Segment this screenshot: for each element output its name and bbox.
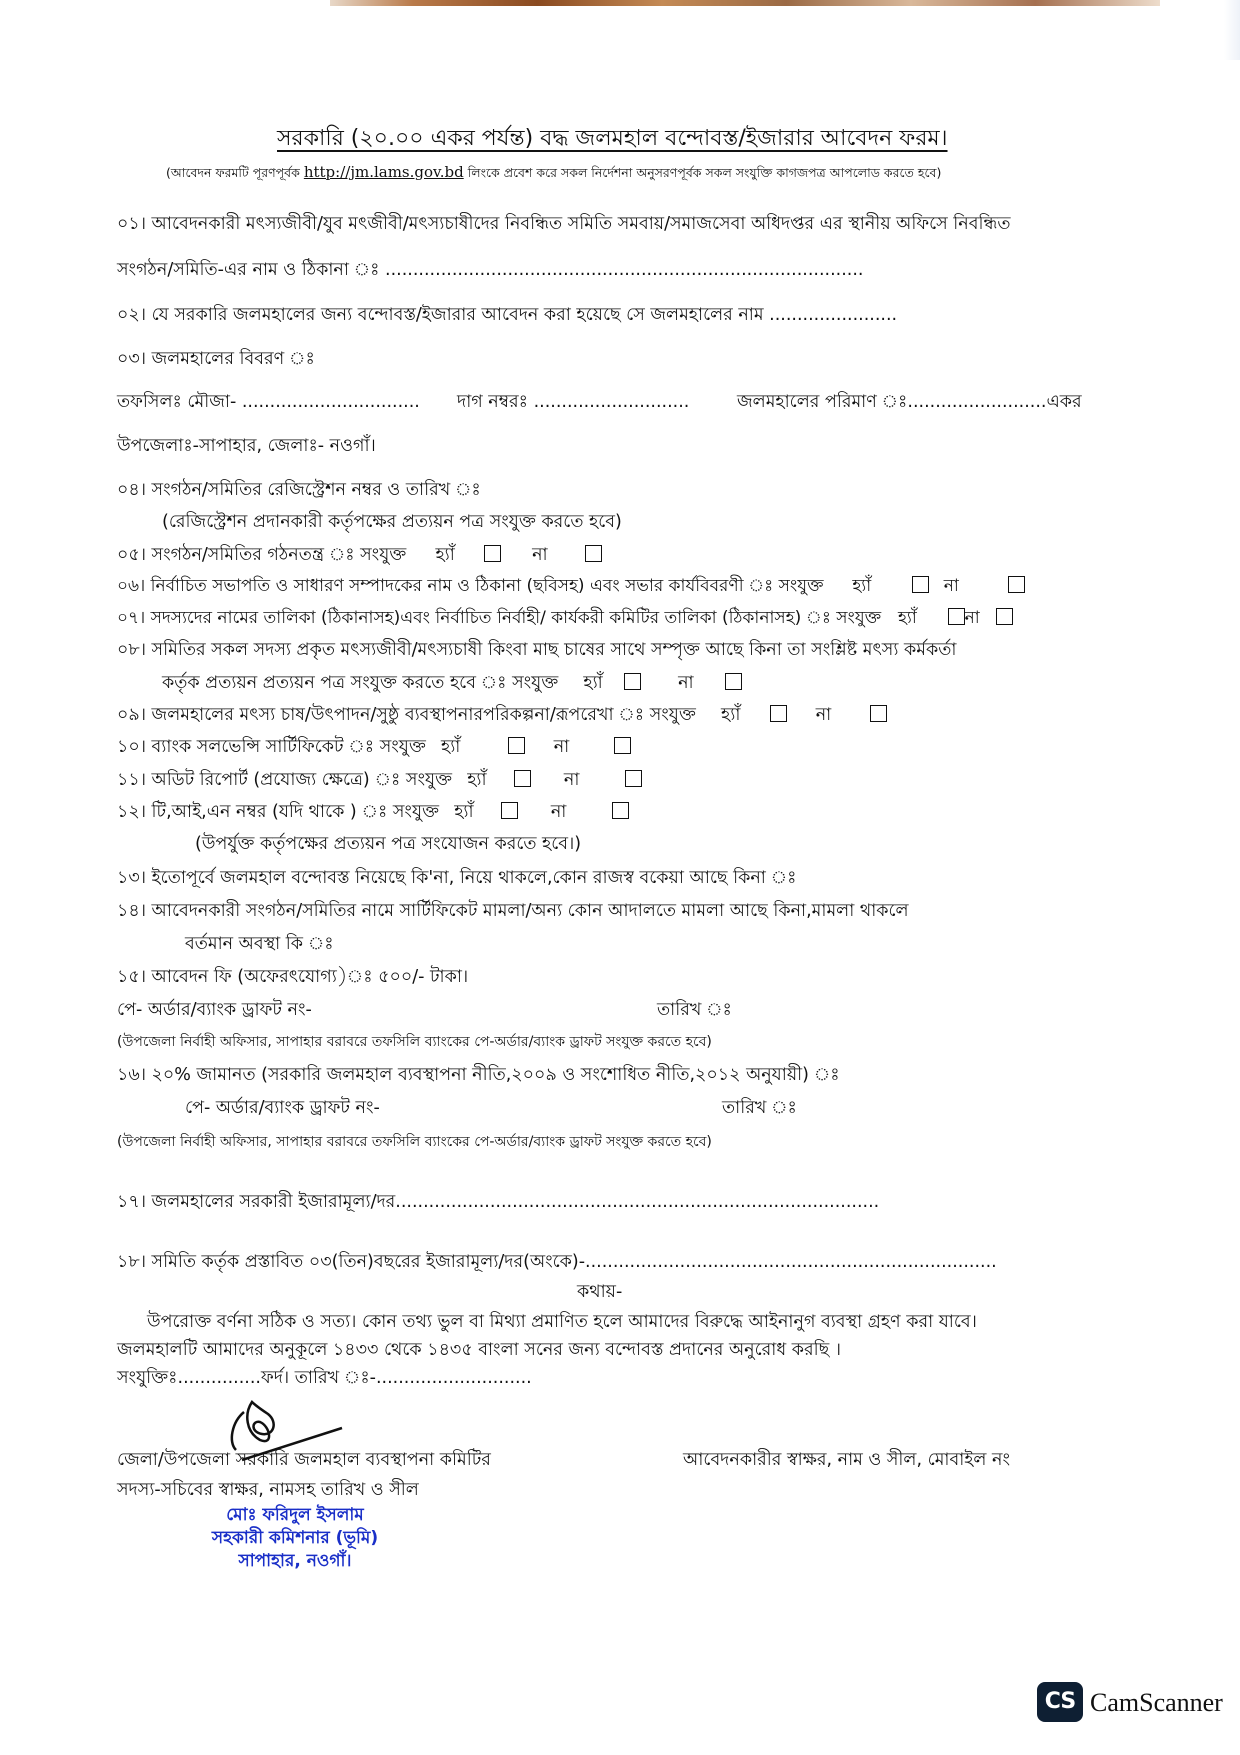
- item-12-note: (উপর্যুক্ত কর্তৃপক্ষের প্রত্যয়ন পত্র সংযোজন করতে হবে।): [195, 834, 582, 854]
- item-08-line1: ০৮। সমিতির সকল সদস্য প্রকৃত মৎস্যজীবী/মৎস্যচাষী কিংবা মাছ চাষের সাথে সম্পৃক্ত আছে কিনা তা সংশ্লিষ্ট মৎস্য কর্মকর্তা: [117, 640, 957, 660]
- item-03-heading: ০৩। জলমহালের বিবরণ ঃ: [117, 349, 315, 369]
- item-17-govt-rate-field[interactable]: ১৭। জলমহালের সরকারী ইজারামূল্য/দর.......................................................................................: [117, 1192, 880, 1212]
- item-15-note: (উপজেলা নির্বাহী অফিসার, সাপাহার বরাবরে তফসিলি ব্যাংকের পে-অর্ডার/ব্যাংক ড্রাফট সংযুক্ত করতে হবে): [117, 1034, 712, 1050]
- item-18-proposed-rate-field[interactable]: ১৮। সমিতি কর্তৃক প্রস্তাবিত ০৩(তিন)বছরের ইজারামূল্য/দর(অংকে)-..........................................................................: [117, 1252, 997, 1272]
- item-09-yes-checkbox[interactable]: [770, 705, 787, 722]
- item-08: [162, 671, 742, 695]
- scan-edge-strip: [330, 0, 1160, 6]
- item-07-no-checkbox[interactable]: [996, 608, 1013, 625]
- camscanner-watermark: CamScanner: [1090, 1688, 1223, 1717]
- form-instruction: [166, 160, 941, 185]
- item-06: [117, 574, 1025, 598]
- item-01-line1: ০১। আবেদনকারী মৎস্যজীবী/যুব মৎজীবী/মৎস্যচাষীদের নিবন্ধিত সমিতি সমবায়/সমাজসেবা অধিদপ্তর এর স্থানীয় অফিসে নিবন্ধিত: [117, 214, 1011, 234]
- item-02-jalmohal-name-field[interactable]: ০২। যে সরকারি জলমহালের জন্য বন্দোবস্ত/ইজারার আবেদন করা হয়েছে সে জলমহালের নাম .......................: [117, 305, 898, 325]
- item-15-payorder-field[interactable]: পে- অর্ডার/ব্যাংক ড্রাফট নং-: [117, 1000, 312, 1020]
- item-03-area-field[interactable]: জলমহালের পরিমাণ ঃ.........................একর: [737, 392, 1082, 412]
- in-words-label: কথায়-: [577, 1282, 623, 1302]
- camscanner-logo-icon: CS: [1037, 1682, 1083, 1722]
- item-11-label: ১১। অডিট রিপোর্ট (প্রযোজ্য ক্ষেত্রে) ঃ সংযুক্ত: [117, 770, 453, 790]
- no-label: না: [550, 802, 567, 822]
- yes-label: হ্যাঁ: [721, 705, 741, 725]
- item-03-mouza-field[interactable]: তফসিলঃ মৌজা- ................................: [117, 392, 420, 412]
- item-06-no-checkbox[interactable]: [1008, 576, 1025, 593]
- item-12-label: ১২। টি,আই,এন নম্বর (যদি থাকে ) ঃ সংযুক্ত: [117, 802, 440, 822]
- no-label: না: [964, 608, 980, 628]
- item-12: [117, 800, 629, 824]
- item-08-label: কর্তৃক প্রত্যয়ন প্রত্যয়ন পত্র সংযুক্ত করতে হবে ঃ সংযুক্ত: [162, 673, 559, 693]
- item-11: [117, 768, 642, 792]
- item-16-note: (উপজেলা নির্বাহী অফিসার, সাপাহার বরাবরে তফসিলি ব্যাংকের পে-অর্ডার/ব্যাংক ড্রাফট সংযুক্ত করতে হবে): [117, 1134, 712, 1150]
- item-10-label: ১০। ব্যাংক সলভেন্সি সার্টিফিকেট ঃ সংযুক্ত: [117, 737, 426, 757]
- seal-name: মোঃ ফরিদুল ইসলাম: [226, 1505, 364, 1525]
- no-label: না: [532, 545, 548, 565]
- instruction-prefix: (আবেদন ফরমটি পূরণপূর্বক: [166, 165, 300, 180]
- yes-label: হ্যাঁ: [467, 770, 487, 790]
- item-16: ১৬। ২০% জামানত (সরকারি জলমহাল ব্যবস্থাপনা নীতি,২০০৯ ও সংশোধিত নীতি,২০১২ অনুযায়ী) ঃ: [117, 1065, 840, 1085]
- scan-edge-shadow: [1224, 0, 1240, 60]
- item-04-note: (রেজিস্ট্রেশন প্রদানকারী কর্তৃপক্ষের প্রত্যয়ন পত্র সংযুক্ত করতে হবে): [162, 512, 622, 532]
- form-title: সরকারি (২০.০০ একর পর্যন্ত) বদ্ধ জলমহাল বন্দোবস্ত/ইজারার আবেদন ফরম।: [277, 126, 948, 151]
- item-07-yes-checkbox[interactable]: [948, 608, 965, 625]
- no-label: না: [563, 770, 580, 790]
- attachment-date-field[interactable]: সংযুক্তিঃ...............ফর্দ। তারিখ ঃ-............................: [117, 1368, 532, 1388]
- declaration-line1: উপরোক্ত বর্ণনা সঠিক ও সত্য। কোন তথ্য ভুল বা মিথ্যা প্রমাণিত হলে আমাদের বিরুদ্ধে আইনানুগ ব্যবস্থা গ্রহণ করা যাবে।: [147, 1312, 977, 1332]
- item-16-date-field[interactable]: তারিখ ঃ: [722, 1098, 797, 1118]
- item-03-location: উপজেলাঃ-সাপাহার, জেলাঃ- নওগাঁ।: [117, 436, 376, 456]
- committee-signature-line2: সদস্য-সচিবের স্বাক্ষর, নামসহ তারিখ ও সীল: [117, 1480, 419, 1500]
- item-11-yes-checkbox[interactable]: [514, 770, 531, 787]
- item-10-yes-checkbox[interactable]: [508, 737, 525, 754]
- item-09: [117, 703, 887, 727]
- committee-signature-line1: জেলা/উপজেলা সরকারি জলমহাল ব্যবস্থাপনা কমিটির: [117, 1450, 491, 1470]
- seal-place: সাপাহার, নওগাঁ।: [238, 1551, 352, 1571]
- seal-designation: সহকারী কমিশনার (ভূমি): [211, 1528, 379, 1548]
- yes-label: হ্যাঁ: [852, 576, 872, 596]
- official-seal: [170, 1504, 420, 1573]
- portal-link[interactable]: http://jm.lams.gov.bd: [303, 163, 464, 181]
- item-07: [117, 606, 1013, 630]
- yes-label: হ্যাঁ: [454, 802, 474, 822]
- item-09-label: ০৯। জলমহালের মৎস্য চাষ/উৎপাদন/সুষ্ঠু ব্যবস্থাপনারপরিকল্পনা/রূপরেখা ঃ সংযুক্ত: [117, 705, 696, 725]
- item-15: ১৫। আবেদন ফি (অফেরৎযোগ্য)ঃ ৫০০/- টাকা।: [117, 967, 469, 987]
- yes-label: হ্যাঁ: [435, 545, 455, 565]
- instruction-suffix: লিংকে প্রবেশ করে সকল নির্দেশনা অনুসরণপূর্বক সকল সংযুক্তি কাগজপত্র আপলোড করতে হবে): [467, 165, 942, 180]
- no-label: না: [553, 737, 570, 757]
- item-05-label: ০৫। সংগঠন/সমিতির গঠনতন্ত্র ঃ সংযুক্ত: [117, 545, 407, 565]
- no-label: না: [678, 673, 694, 693]
- item-05-yes-checkbox[interactable]: [484, 545, 501, 562]
- item-14-line2: বর্তমান অবস্থা কি ঃ: [185, 934, 334, 954]
- item-07-label: ০৭। সদস্যদের নামের তালিকা (ঠিকানাসহ)এবং নির্বাচিত নির্বাহী/ কার্যকরী কমিটির তালিকা (ঠিকানাসহ) ঃ সংযুক্ত: [117, 608, 882, 628]
- item-06-label: ০৬। নির্বাচিত সভাপতি ও সাধারণ সম্পাদকের নাম ও ঠিকানা (ছবিসহ) এবং সভার কার্যবিবরণী ঃ সংযুক্ত: [117, 576, 824, 596]
- item-04-heading: ০৪। সংগঠন/সমিতির রেজিস্ট্রেশন নম্বর ও তারিখ ঃ: [117, 480, 481, 500]
- item-09-no-checkbox[interactable]: [870, 705, 887, 722]
- item-05-no-checkbox[interactable]: [585, 545, 602, 562]
- yes-label: হ্যাঁ: [897, 608, 917, 628]
- item-10-no-checkbox[interactable]: [614, 737, 631, 754]
- item-01-org-name-field[interactable]: সংগঠন/সমিতি-এর নাম ও ঠিকানা ঃ ......................................................................................: [117, 260, 864, 280]
- item-03-dag-field[interactable]: দাগ নম্বরঃ ............................: [457, 392, 690, 412]
- applicant-signature-label: আবেদনকারীর স্বাক্ষর, নাম ও সীল, মোবাইল নং: [683, 1450, 1010, 1470]
- item-10: [117, 735, 631, 759]
- item-12-no-checkbox[interactable]: [612, 802, 629, 819]
- no-label: না: [943, 576, 959, 596]
- item-12-yes-checkbox[interactable]: [501, 802, 518, 819]
- item-05: [117, 543, 602, 567]
- yes-label: হ্যাঁ: [583, 673, 603, 693]
- item-16-payorder-field[interactable]: পে- অর্ডার/ব্যাংক ড্রাফট নং-: [185, 1098, 380, 1118]
- yes-label: হ্যাঁ: [441, 737, 461, 757]
- item-15-date-field[interactable]: তারিখ ঃ: [657, 1000, 732, 1020]
- item-08-no-checkbox[interactable]: [725, 673, 742, 690]
- declaration-line2: জলমহালটি আমাদের অনুকূলে ১৪৩৩ থেকে ১৪৩৫ বাংলা সনের জন্য বন্দোবস্ত প্রদানের অনুরোধ করছি ।: [117, 1340, 842, 1360]
- item-06-yes-checkbox[interactable]: [912, 576, 929, 593]
- item-11-no-checkbox[interactable]: [625, 770, 642, 787]
- no-label: না: [815, 705, 832, 725]
- item-13: ১৩। ইতোপূর্বে জলমহাল বন্দোবস্ত নিয়েছে কি'না, নিয়ে থাকলে,কোন রাজস্ব বকেয়া আছে কিনা ঃ: [117, 868, 797, 888]
- item-08-yes-checkbox[interactable]: [624, 673, 641, 690]
- item-14-line1: ১৪। আবেদনকারী সংগঠন/সমিতির নামে সার্টিফিকেট মামলা/অন্য কোন আদালতে মামলা আছে কিনা,মামলা থাকলে: [117, 901, 909, 921]
